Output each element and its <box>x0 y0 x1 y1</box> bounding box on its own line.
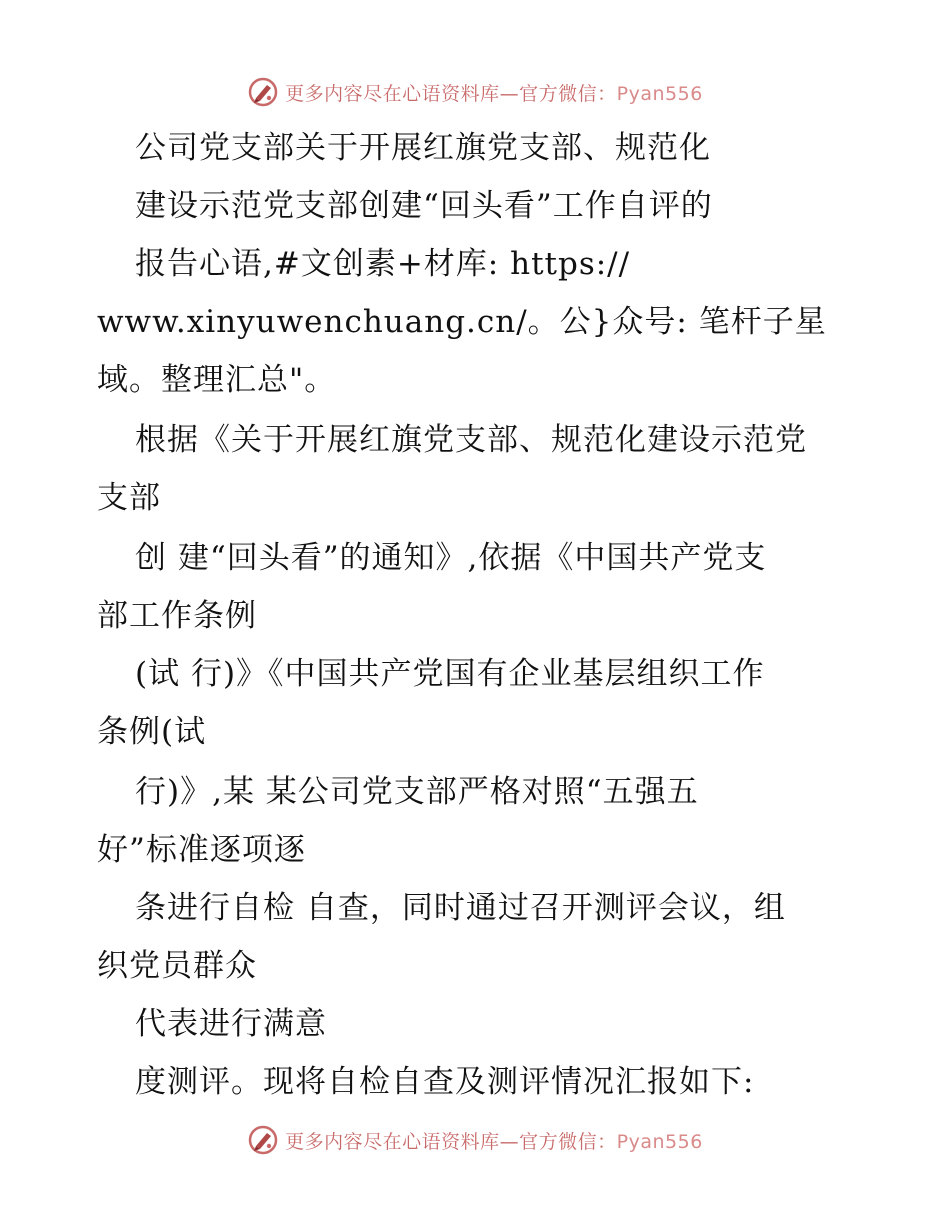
quill-logo-icon <box>247 1124 279 1156</box>
text-line: (试 行)》《中国共产党国有企业基层组织工作 <box>135 656 765 692</box>
text-line: 创 建“回头看”的通知》,依据《中国共产党支 <box>135 540 767 576</box>
text-line: 度测评。现将自检自查及测评情况汇报如下: <box>135 1064 755 1100</box>
text-line: 报告心语,#文创素+材库: https:// <box>135 246 631 282</box>
text-line: 条例(试 <box>97 714 207 750</box>
footer-watermark <box>0 1120 950 1160</box>
text-line: 行)》,某 某公司党支部严格对照“五强五 <box>135 774 699 810</box>
watermark-text: 更多内容尽在心语资料库—官方微信：Pyan556 <box>285 82 703 105</box>
text-line: 部工作条例 <box>97 598 257 634</box>
watermark-text: 更多内容尽在心语资料库—官方微信：Pyan556 <box>285 1130 703 1153</box>
text-line: 建设示范党支部创建“回头看”工作自评的 <box>135 188 713 224</box>
text-line: 好”标准逐项逐 <box>97 832 306 868</box>
text-line: 根据《关于开展红旗党支部、规范化建设示范党 <box>135 422 807 458</box>
text-line: 条进行自检 自查，同时通过召开测评会议，组 <box>135 890 786 926</box>
text-line: 支部 <box>97 480 161 516</box>
text-line: www.xinyuwenchuang.cn/。公}众号: 笔杆子星 <box>97 304 827 340</box>
text-line: 公司党支部关于开展红旗党支部、规范化 <box>135 130 711 166</box>
text-line: 织党员群众 <box>97 948 257 984</box>
text-line: 域。整理汇总"。 <box>97 362 337 398</box>
text-line: 代表进行满意 <box>135 1006 327 1042</box>
